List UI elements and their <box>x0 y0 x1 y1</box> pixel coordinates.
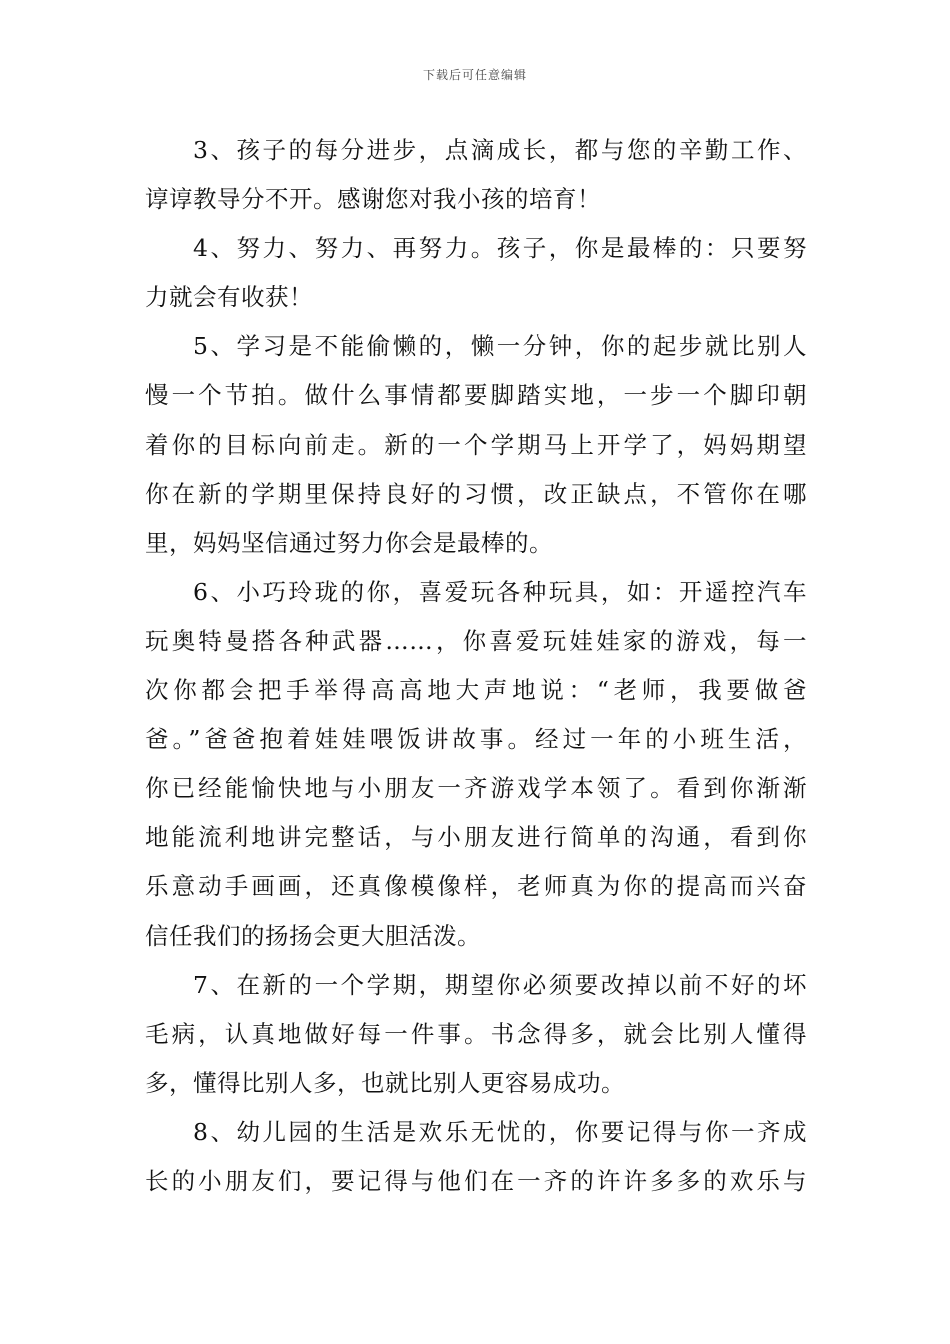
paragraph-line: 3、孩子的每分进步，点滴成长，都与您的辛勤工作、 <box>193 136 807 164</box>
paragraph-line: 多，懂得比别人多，也就比别人更容易成功。 <box>145 1068 625 1097</box>
paragraph-7 <box>145 961 807 1108</box>
paragraph-line: 乐意动手画画，还真像模像样，老师真为你的提高而兴奋 <box>145 872 807 901</box>
paragraph-4 <box>145 224 807 322</box>
paragraph-line: 玩奥特曼搭各种武器……，你喜爱玩娃娃家的游戏，每一 <box>145 626 807 655</box>
paragraph-line: 4、努力、努力、再努力。孩子，你是最棒的：只要努 <box>193 234 807 263</box>
paragraph-line: 你已经能愉快地与小朋友一齐游戏学本领了。看到你渐渐 <box>145 774 807 803</box>
paragraph-line: 毛病，认真地做好每一件事。书念得多，就会比别人懂得 <box>145 1019 807 1048</box>
paragraph-line: 长的小朋友们，要记得与他们在一齐的许许多多的欢乐与 <box>145 1166 807 1195</box>
paragraph-line: 力就会有收获！ <box>145 283 313 312</box>
paragraph-line: 着你的目标向前走。新的一个学期马上开学了，妈妈期望 <box>145 430 807 459</box>
paragraph-line: 慢一个节拍。做什么事情都要脚踏实地，一步一个脚印朝 <box>145 381 807 410</box>
paragraph-3 <box>145 126 807 224</box>
paragraph-line: 地能流利地讲完整话，与小朋友进行简单的沟通，看到你 <box>145 823 807 852</box>
paragraph-line: 次你都会把手举得高高地大声地说：“老师，我要做爸 <box>145 676 807 705</box>
paragraph-line: 7、在新的一个学期，期望你必须要改掉以前不好的坏 <box>193 970 807 999</box>
paragraph-line: 6、小巧玲珑的你，喜爱玩各种玩具，如：开遥控汽车 <box>193 577 807 606</box>
paragraph-line: 谆谆教导分不开。感谢您对我小孩的培育！ <box>145 185 601 214</box>
paragraph-line: 爸。”爸爸抱着娃娃喂饭讲故事。经过一年的小班生活， <box>145 725 807 754</box>
header-note: 下载后可任意编辑 <box>422 68 527 82</box>
paragraph-8 <box>145 1108 807 1206</box>
paragraph-5 <box>145 322 807 567</box>
paragraph-line: 8、幼儿园的生活是欢乐无忧的，你要记得与你一齐成 <box>193 1117 807 1146</box>
paragraph-line: 信任我们的扬扬会更大胆活泼。 <box>145 921 481 950</box>
paragraph-line: 5、学习是不能偷懒的，懒一分钟，你的起步就比别人 <box>193 332 807 361</box>
paragraph-6 <box>145 568 807 961</box>
body-text <box>145 126 807 1206</box>
paragraph-line: 里，妈妈坚信通过努力你会是最棒的。 <box>145 528 553 557</box>
paragraph-line: 你在新的学期里保持良好的习惯，改正缺点，不管你在哪 <box>145 479 807 508</box>
